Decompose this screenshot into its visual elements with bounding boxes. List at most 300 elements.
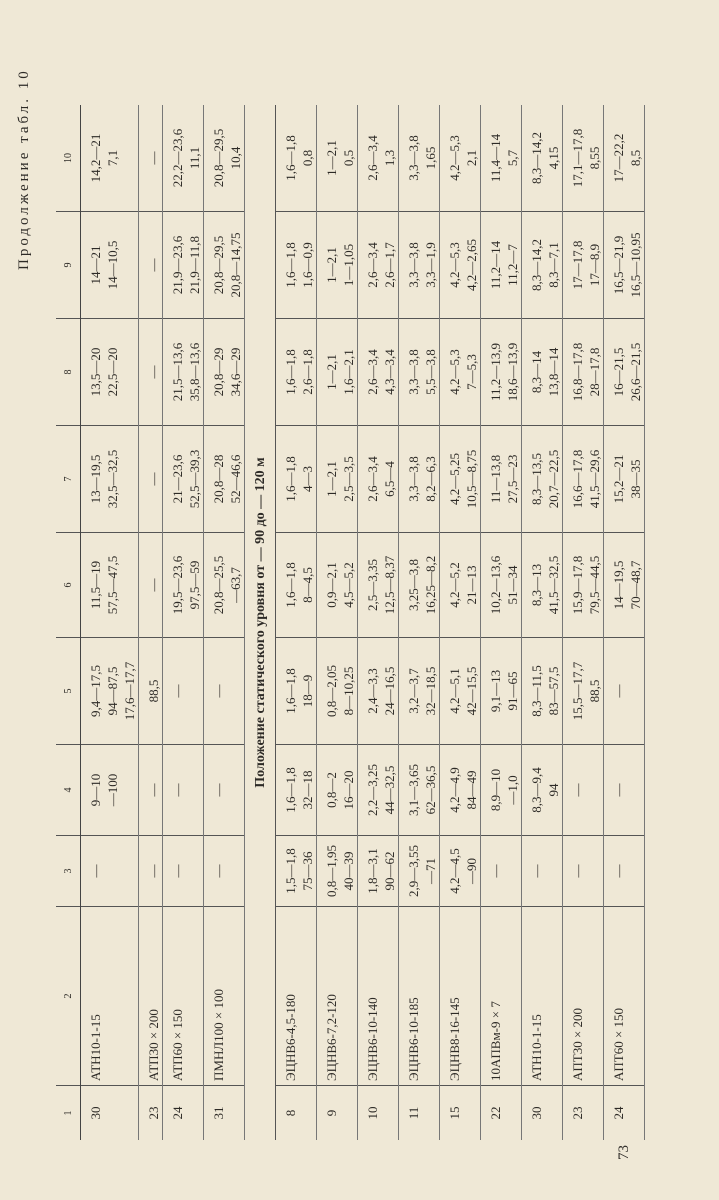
table-cell: 20,8—29 [204,319,228,426]
table-cell: 11—13,8 [481,426,505,533]
pump-type [627,907,645,1086]
table-cell [504,836,522,907]
col-header: 7 [56,426,81,533]
table-cell: —71 [422,836,440,907]
pump-type: ЭЦНВ6-10-140 [358,907,382,1086]
table-cell [121,533,139,638]
upper-section [81,105,245,1140]
table-cell: 40—39 [340,836,358,907]
table-cell: 8—4,5 [299,533,317,638]
row-number [463,1086,481,1141]
pump-type [299,907,317,1086]
table-cell: 44—32,5 [381,745,399,836]
table-cell: 21,9—11,8 [186,212,204,319]
table-cell: 20,8—25,5 [204,533,228,638]
table-cell [121,105,139,212]
row-number: 24 [611,1106,626,1120]
table-cell: 22,2—23,6 [163,105,187,212]
table-cell: 12,5—8,37 [381,533,399,638]
table-cell: 14—19,5 [604,533,628,638]
table-cell: 90—62 [381,836,399,907]
table-cell: 17—22,2 [604,105,628,212]
table-cell [121,745,139,836]
table-cell: 1,6—0,9 [299,212,317,319]
pump-type [463,907,481,1086]
table-cell: 14—10,5 [104,212,121,319]
table-cell: 28—17,8 [586,319,604,426]
table-cell: 1,6—1,8 [276,533,300,638]
table-cell: 3,3—3,8 [399,426,423,533]
table-cell: 8,3—7,1 [545,212,563,319]
table-cell: 42—15,5 [463,638,481,745]
table-cell: —63,7 [227,533,245,638]
table-row [204,105,228,1140]
table-cell: 32—18 [299,745,317,836]
table-cell: 2,6—3,4 [358,319,382,426]
table-cell: 41,5—29,6 [586,426,604,533]
table-cell: — [139,319,163,426]
row-number [627,1086,645,1141]
table-cell: 88,5 [139,638,163,745]
table-cell: 97,5—59 [186,533,204,638]
table-cell: 75—36 [299,836,317,907]
table-cell: 34,6—29 [227,319,245,426]
pump-type [504,907,522,1086]
table-cell: — [204,745,228,836]
table-cell: 15,2—21 [604,426,628,533]
table-cell: 84—49 [463,745,481,836]
table-cell: 51—34 [504,533,522,638]
row-number: 30 [529,1106,544,1120]
pump-type: ЭЦНВ6-4,5-180 [276,907,300,1086]
table-cell [227,745,245,836]
table-cell: 8,2—6,3 [422,426,440,533]
table-cell: 20,8—29,5 [204,212,228,319]
row-number: 24 [170,1106,185,1120]
table-row [317,105,341,1140]
table-cell [627,836,645,907]
section-header [245,105,276,1140]
pump-type: ПМНЛ100 × 100 [204,907,228,1086]
table-cell: 16—20 [340,745,358,836]
row-number: 15 [447,1106,462,1120]
pump-type [104,907,121,1086]
table-cell: 4,2—5,3 [440,212,464,319]
table-cell: — [604,638,628,745]
table-cell: —90 [463,836,481,907]
table-cell: 1,5—1,8 [276,836,300,907]
table-row [121,105,139,1140]
table-cell: 16,5—10,95 [627,212,645,319]
table-cell: — [139,212,163,319]
table-cell: 9—10 [81,745,105,836]
header-row [56,105,81,1140]
table-cell: 94—87,5 [104,638,121,745]
table-cell: 2,4—3,3 [358,638,382,745]
table-cell: 1—2,1 [317,319,341,426]
table-row [299,105,317,1140]
pump-type [227,907,245,1086]
table-cell: 16—21,5 [604,319,628,426]
table-cell: 8,9—10 [481,745,505,836]
table-row [627,105,645,1140]
table-cell: 14—21 [81,212,105,319]
table-cell: 0,8 [299,105,317,212]
table-cell: 1—2,1 [317,212,341,319]
table-cell: 24—16,5 [381,638,399,745]
table-cell: 4,15 [545,105,563,212]
pump-type: АПТ30 × 200 [563,907,587,1086]
table-cell: 9,1—13 [481,638,505,745]
table-cell: 2,2—3,25 [358,745,382,836]
table-row [340,105,358,1140]
table-cell: 11,1 [186,105,204,212]
table-cell: 2,6—1,8 [299,319,317,426]
table-cell: 8—10,25 [340,638,358,745]
table-cell: 94 [545,745,563,836]
table-cell: — [204,638,228,745]
pump-type: 10АПВм-9 × 7 [481,907,505,1086]
table-cell: 8,3—9,4 [522,745,546,836]
page-number: 73 [616,1145,632,1160]
pump-type [545,907,563,1086]
table-cell: 4,2—5,2 [440,533,464,638]
table-cell: 16,6—17,8 [563,426,587,533]
table-cell [627,745,645,836]
table-row [358,105,382,1140]
table-cell: 1,6—1,8 [276,319,300,426]
data-table [56,105,645,1140]
table-cell: 4—3 [299,426,317,533]
row-number [104,1086,121,1141]
table-cell: — [139,426,163,533]
table-cell [545,836,563,907]
table-cell: 27,5—23 [504,426,522,533]
table-cell: 20,8—29,5 [204,105,228,212]
table-cell: 3,2—3,7 [399,638,423,745]
row-number [299,1086,317,1141]
table-cell: 8,3—14,2 [522,212,546,319]
table-cell: 35,8—13,6 [186,319,204,426]
table-row [163,105,187,1140]
table-cell: 16,8—17,8 [563,319,587,426]
row-number [422,1086,440,1141]
table-row [440,105,464,1140]
row-number [121,1086,139,1141]
row-number: 11 [406,1106,421,1120]
table-cell: —1,0 [504,745,522,836]
table-cell: 20,7—22,5 [545,426,563,533]
table-cell: 62—36,5 [422,745,440,836]
table-cell: 2,9—3,55 [399,836,423,907]
table-cell: 21,5—13,6 [163,319,187,426]
table-cell: 8,55 [586,105,604,212]
table-cell [627,638,645,745]
row-number: 23 [139,1086,163,1141]
table-cell: 5,7 [504,105,522,212]
table-cell: 9,4—17,5 [81,638,105,745]
continuation-title: Продолжение табл. 10 [16,68,32,270]
table-row [139,105,163,1140]
pump-type [121,907,139,1086]
table-row [463,105,481,1140]
table-cell: 15,5—17,7 [563,638,587,745]
table-cell: 13—19,5 [81,426,105,533]
table-cell: — [139,836,163,907]
table-cell: 7,1 [104,105,121,212]
table-cell: 4,2—5,3 [440,105,464,212]
table-cell: 2,6—3,4 [358,212,382,319]
table-cell: 83—57,5 [545,638,563,745]
table-cell: 8,3—14 [522,319,546,426]
col-header: 4 [56,745,81,836]
row-number: 31 [211,1106,226,1120]
table-cell: 1,6—1,8 [276,105,300,212]
pump-type [340,907,358,1086]
table-cell: 79,5—44,5 [586,533,604,638]
table-cell: 8,3—14,2 [522,105,546,212]
table-cell [186,638,204,745]
col-header: 10 [56,105,81,212]
row-number: 9 [324,1109,339,1117]
table-cell: 1,6—1,8 [276,212,300,319]
table-cell: 4,2—5,1 [440,638,464,745]
table-cell: 18—9 [299,638,317,745]
table-cell: 8,5 [627,105,645,212]
table-cell: 3,3—3,8 [399,105,423,212]
row-number [340,1086,358,1141]
table-row [422,105,440,1140]
pump-type: АТН10-1-15 [81,907,105,1086]
table-cell: — [204,836,228,907]
table-cell: 21—13 [463,533,481,638]
col-header: 8 [56,319,81,426]
table-cell [227,638,245,745]
table-cell: 4,5—5,2 [340,533,358,638]
table-cell: 4,2—4,9 [440,745,464,836]
table-cell: 13,8—14 [545,319,563,426]
table-cell: 0,5 [340,105,358,212]
table-cell: 2,5—3,5 [340,426,358,533]
table-cell: 7—5,3 [463,319,481,426]
table-cell: 18,6—13,9 [504,319,522,426]
table-cell: 4,3—3,4 [381,319,399,426]
pump-type: ЭЦНВ6-7,2-120 [317,907,341,1086]
table-cell: 6,5—4 [381,426,399,533]
col-header: 9 [56,212,81,319]
table-cell: 1,6—2,1 [340,319,358,426]
table-cell: 32—18,5 [422,638,440,745]
table-cell: 5,5—3,8 [422,319,440,426]
table-cell: 4,2—5,25 [440,426,464,533]
table-row [81,105,105,1140]
col-header: 2 [56,907,81,1086]
table-cell: 19,5—23,6 [163,533,187,638]
table-row [481,105,505,1140]
table-cell [121,319,139,426]
pump-type [422,907,440,1086]
table-cell: 3,3—3,8 [399,319,423,426]
table-cell: 57,5—47,5 [104,533,121,638]
table-cell [586,836,604,907]
table-cell: 8,3—11,5 [522,638,546,745]
row-number [586,1086,604,1141]
table-cell: 11,5—19 [81,533,105,638]
table-cell: 4,2—2,65 [463,212,481,319]
table-row [604,105,628,1140]
table-row [504,105,522,1140]
table-cell: 2,6—3,4 [358,105,382,212]
table-cell: — [163,745,187,836]
table-cell: 14,2—21 [81,105,105,212]
table-cell: 3,3—3,8 [399,212,423,319]
table-cell: 0,8—2 [317,745,341,836]
row-number: 8 [283,1109,298,1117]
table-row [399,105,423,1140]
col-header: 6 [56,533,81,638]
row-number [227,1086,245,1141]
table-cell [227,836,245,907]
table-cell: 0,8—2,05 [317,638,341,745]
table-cell: — [81,836,105,907]
table-cell: 11,2—7 [504,212,522,319]
row-number [504,1086,522,1141]
table-row [545,105,563,1140]
table-cell: 3,25—3,8 [399,533,423,638]
table-cell: 1,65 [422,105,440,212]
pump-type: ЭЦНВ8-16-145 [440,907,464,1086]
table-cell: 10,2—13,6 [481,533,505,638]
row-number: 30 [88,1106,103,1120]
table-cell: 11,2—13,9 [481,319,505,426]
table-row [276,105,300,1140]
table-cell: 70—48,7 [627,533,645,638]
table-cell: 2,5—3,35 [358,533,382,638]
row-number: 22 [488,1106,503,1120]
table-cell [121,212,139,319]
table-cell: 11,4—14 [481,105,505,212]
table-cell [586,745,604,836]
table-cell: 20,8—28 [204,426,228,533]
table-cell: 16,25—8,2 [422,533,440,638]
table-cell: 17,6—17,7 [121,638,139,745]
table-row [563,105,587,1140]
table-cell: — [604,836,628,907]
table-cell: — [481,836,505,907]
table-row [186,105,204,1140]
table-cell: — [563,745,587,836]
table-row [227,105,245,1140]
table-cell: 1—1,05 [340,212,358,319]
table-cell: — [163,836,187,907]
row-number: 23 [570,1106,585,1120]
table-row [104,105,121,1140]
lower-section [276,105,645,1140]
table-cell: 10,5—8,75 [463,426,481,533]
table-cell [186,836,204,907]
pump-type: АПТ60 × 150 [604,907,628,1086]
table-cell: 22,5—20 [104,319,121,426]
table-cell: — [139,745,163,836]
table-cell: — [563,836,587,907]
pump-type [381,907,399,1086]
table-cell: 1,6—1,8 [276,426,300,533]
table-cell: 3,3—1,9 [422,212,440,319]
pump-type: АТП30 × 200 [139,907,163,1086]
table-cell: — [163,638,187,745]
table-cell: 10,4 [227,105,245,212]
table-cell: 21—23,6 [163,426,187,533]
table-cell: 20,8—14,75 [227,212,245,319]
table-cell: 17,1—17,8 [563,105,587,212]
table-row [381,105,399,1140]
table-cell: 4,2—4,5 [440,836,464,907]
table-cell: 11,2—14 [481,212,505,319]
table-cell: 2,1 [463,105,481,212]
table-cell: 41,5—32,5 [545,533,563,638]
table-cell: 2,6—3,4 [358,426,382,533]
section-title: Положение статического уровня от — 90 до — 120 м [245,105,276,1140]
table-cell: 8,3—13 [522,533,546,638]
table-cell: 1,6—1,8 [276,745,300,836]
col-header: 5 [56,638,81,745]
col-header: 3 [56,836,81,907]
table-cell [104,836,121,907]
table-cell: 38—35 [627,426,645,533]
row-number: 10 [365,1106,380,1120]
pump-type: АТП60 × 150 [163,907,187,1086]
table-cell: 3,1—3,65 [399,745,423,836]
table-cell: — [139,533,163,638]
table-cell: 17—8,9 [586,212,604,319]
table-cell [121,836,139,907]
table-cell: 91—65 [504,638,522,745]
table-cell: — [604,745,628,836]
table-cell: 1,6—1,8 [276,638,300,745]
table-cell: 88,5 [586,638,604,745]
table-cell: 1,8—3,1 [358,836,382,907]
table-row [522,105,546,1140]
table-cell: — [139,105,163,212]
table-cell: 1—2,1 [317,426,341,533]
table-cell: 0,8—1,95 [317,836,341,907]
table-cell: —100 [104,745,121,836]
table-cell: 15,9—17,8 [563,533,587,638]
col-header: 1 [56,1086,81,1141]
table-cell: 1,3 [381,105,399,212]
table-row [586,105,604,1140]
table-cell: 1—2,1 [317,105,341,212]
table-cell: 52,5—39,3 [186,426,204,533]
table-cell: 8,3—13,5 [522,426,546,533]
table-cell: 17—17,8 [563,212,587,319]
pump-type: АТН10-1-15 [522,907,546,1086]
table-cell: 0,9—2,1 [317,533,341,638]
table-cell: 21,9—23,6 [163,212,187,319]
table-cell [186,745,204,836]
table-cell: 32,5—32,5 [104,426,121,533]
table-cell: 52—46,6 [227,426,245,533]
row-number [381,1086,399,1141]
row-number [186,1086,204,1141]
table-cell: 26,6—21,5 [627,319,645,426]
pump-type: ЭЦНВ6-10-185 [399,907,423,1086]
row-number [545,1086,563,1141]
table-cell: 2,6—1,7 [381,212,399,319]
pump-type [186,907,204,1086]
table-cell [121,426,139,533]
pump-type [586,907,604,1086]
